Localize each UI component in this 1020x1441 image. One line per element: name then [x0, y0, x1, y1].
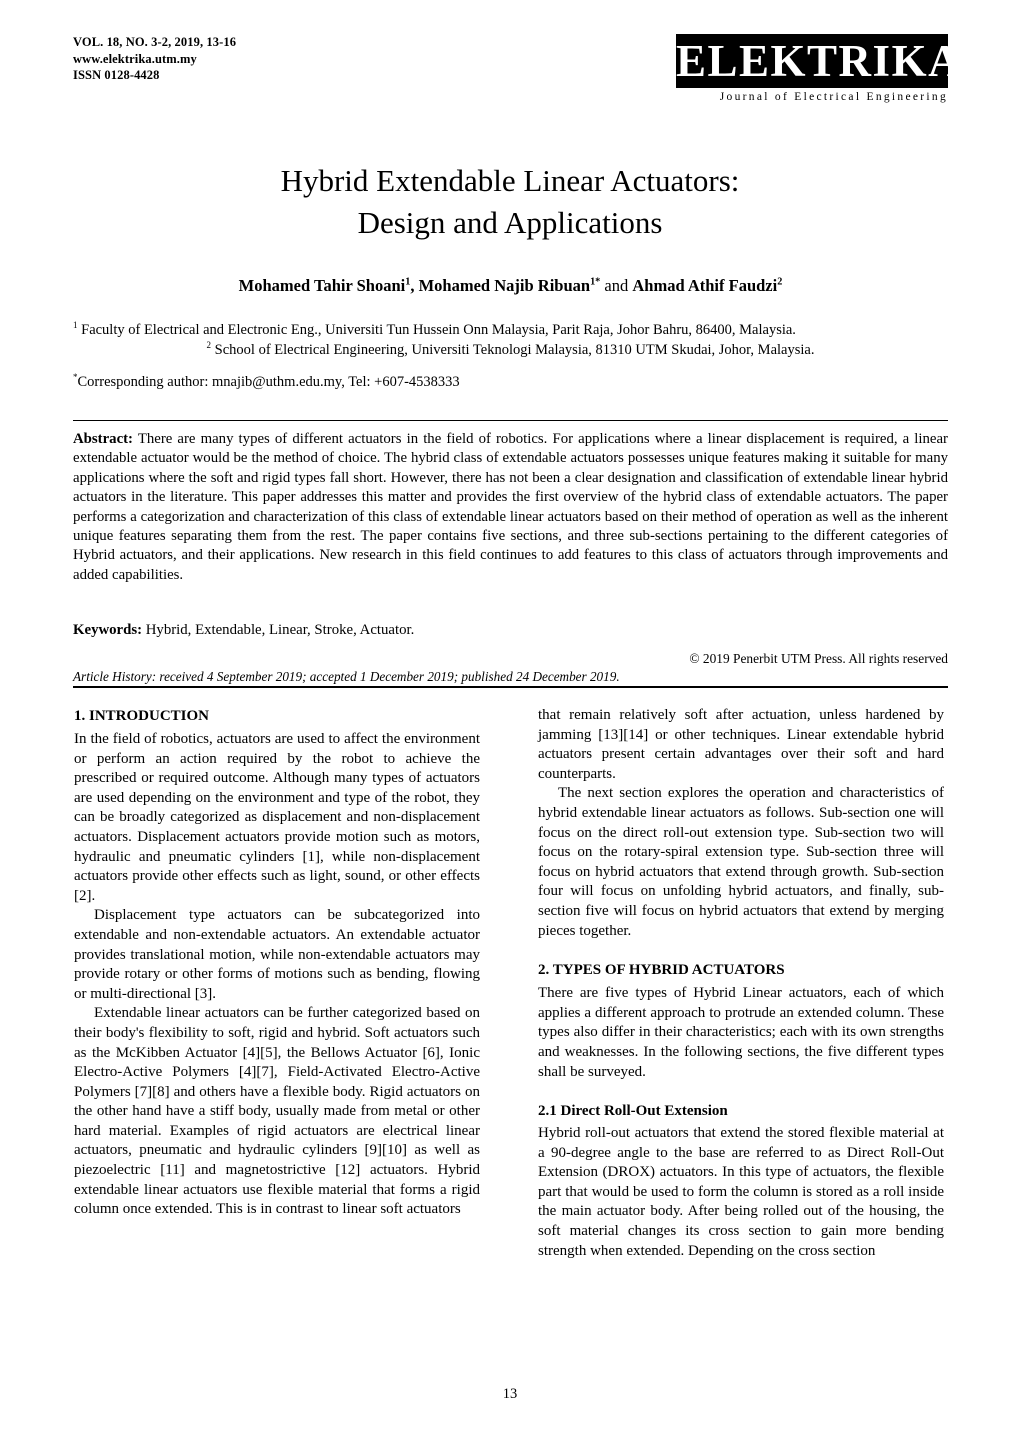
- abstract: [73, 430, 948, 585]
- author-separator-1: ,: [410, 276, 419, 295]
- heading-section-1: 1. INTRODUCTION: [74, 708, 210, 724]
- copyright-notice: © 2019 Penerbit UTM Press. All rights reserved: [689, 651, 948, 666]
- paragraph-section2-1: There are five types of Hybrid Linear actuators, each of which applies a different approach to protrude an extended column. These types also differ in their characteristics; each with its own strengths and weaknesses. In the following sections, the five different types shall be surveyed.: [538, 985, 944, 1080]
- affiliation-2: [73, 340, 948, 360]
- title-line-1: Hybrid Extendable Linear Actuators:: [280, 163, 740, 198]
- article-history: Article History: received 4 September 2019; accepted 1 December 2019; published 24 December 2019.: [73, 669, 620, 684]
- journal-website: www.elektrika.utm.my: [73, 51, 197, 66]
- paragraph-intro-1: In the field of robotics, actuators are used to affect the environment or perform an action required by the robot to achieve the prescribed or required outcome. Although many types of actuators are used depending on the environment and type of the robot, they can be broadly categorized as displacement and non-displacement actuators. Displacement actuators provide motion such as motors, hydraulic and pneumatic cylinders [1], while non-displacement actuators provide other effects such as light, sound, or other effects [2].: [74, 731, 480, 904]
- affiliation-1-superscript: 1: [73, 320, 78, 331]
- page-number: 13: [502, 1386, 518, 1402]
- paragraph-intro-2: Displacement type actuators can be subcategorized into extendable and non-extendable actuators. An extendable actuator provides translational motion, while non-extendable actuators may provide rotary or other forms of motions such as bending, flowing or multi-directional [3].: [74, 907, 480, 1002]
- journal-logo-wordmark: ELEKTRIKA: [676, 36, 963, 86]
- subsection-spacer: [538, 1082, 944, 1101]
- page-title: [120, 160, 900, 244]
- corresponding-author-superscript: *: [73, 372, 78, 383]
- author-1-superscript: 1: [405, 276, 411, 288]
- paragraph-intro-3-continued: that remain relatively soft after actuation, unless hardened by jamming [13][14] or other techniques. Linear extendable hybrid actuators present certain advantages over their soft and hard counterparts.: [538, 707, 944, 782]
- affiliation-2-superscript: 2: [206, 340, 212, 351]
- paragraph-intro-3: Extendable linear actuators can be further categorized based on their body's flexibility to soft, rigid and hybrid. Soft actuators such as the McKibben Actuator [4][5], the Bellows Actuator [6], Ionic Electro-Active Polymers [4][7], Field-Activated Electro-Active Polymers [7][8] and others have a flexible body. Rigid actuators on the other hand have a stiff body, usually made from metal or other hard material. Examples of rigid actuators are electrical linear actuators, pneumatic and hydraulic cylinders [9][10] as well as piezoelectric [11] and magnetostrictive [12] actuators. Hybrid extendable linear actuators use flexible material that forms a rigid column once extended. This is in contrast to linear soft actuators: [74, 1005, 480, 1218]
- affiliation-1: [73, 320, 948, 340]
- author-3-superscript: 2: [777, 276, 783, 288]
- section-spacer: [538, 941, 944, 960]
- author-2-superscript: 1*: [590, 276, 601, 288]
- corresponding-author: [73, 372, 948, 392]
- paragraph-subsection21-1: Hybrid roll-out actuators that extend the stored flexible material at a 90-degree angle to the base are referred to as Direct Roll-Out Extension (DROX) actuators. In this type of actuators, the flexible part that would be used to form the column is stored as a roll inside the main actuator body. After being rolled out of the housing, the soft material changes its cross section to gain more bending strength when extended. Depending on the cross section: [538, 1125, 944, 1259]
- author-2: Mohamed Najib Ribuan: [418, 276, 591, 295]
- volume-line: VOL. 18, NO. 3-2, 2019, 13-16: [73, 35, 237, 49]
- journal-logo: [676, 34, 963, 103]
- author-1: Mohamed Tahir Shoani: [238, 276, 406, 295]
- masthead: [73, 34, 963, 124]
- affiliation-1-text: Faculty of Electrical and Electronic Eng., Universiti Tun Hussein Onn Malaysia, Parit Raja, Johor Bahru, 86400, Malaysia.: [81, 322, 796, 338]
- journal-issue-info: [73, 34, 236, 84]
- corresponding-author-text[interactable]: Corresponding author: mnajib@uthm.edu.my, Tel: +607-4538333: [77, 374, 460, 390]
- paragraph-intro-4: The next section explores the operation and characteristics of hybrid extendable linear actuators as follows. Sub-section one will focus on the direct roll-out extension type. Sub-section two will focus on the rotary-spiral extension type. Sub-section three will focus on hybrid actuators that extend through growth. Sub-section four will focus on unfolding hybrid actuators, and finally, sub-section five will focus on hybrid actuators that extend by merging pieces together.: [538, 785, 944, 939]
- abstract-label: Abstract:: [73, 431, 133, 447]
- body-column-left: [74, 706, 480, 1220]
- affiliation-2-text: School of Electrical Engineering, Universiti Teknologi Malaysia, 81310 UTM Skudai, Johor, Malaysia.: [214, 342, 815, 358]
- author-conjunction: and: [600, 276, 633, 295]
- keywords-text: Hybrid, Extendable, Linear, Stroke, Actuator.: [142, 622, 415, 638]
- author-3: Ahmad Athif Faudzi: [632, 276, 778, 295]
- abstract-bottom-rule: [73, 686, 948, 688]
- author-list: [73, 276, 948, 296]
- keywords-label: Keywords:: [73, 622, 143, 638]
- journal-logo-subtitle: Journal of Electrical Engineering: [719, 91, 948, 103]
- journal-issn: ISSN 0128-4428: [73, 68, 160, 82]
- affiliations: [73, 320, 948, 392]
- title-line-2: Design and Applications: [357, 205, 663, 240]
- heading-subsection-2-1: 2.1 Direct Roll-Out Extension: [538, 1103, 728, 1120]
- body-column-right: [538, 706, 944, 1261]
- heading-section-2: 2. TYPES OF HYBRID ACTUATORS: [538, 962, 785, 979]
- abstract-top-rule: [73, 420, 948, 421]
- abstract-text: There are many types of different actuators in the field of robotics. For applications where a linear displacement is required, a linear extendable actuator would be the method of choice. The hybrid class of extendable actuators possesses unique features making it suitable for many applications where the soft and rigid types fall short. However, there has not been a clear designation and classification of extendable linear hybrid actuators in the literature. This paper addresses this matter and provides the first overview of the hybrid class of extendable actuators. The paper performs a categorization and characterization of this class of extendable linear actuators based on their method of operation as well as the inherent unique features separating them from the rest. The paper contains five sections, and three sub-sections pertaining to the different categories of Hybrid actuators, and their applications. New research in this field continues to add features to this class of actuators through improvements and added capabilities.: [73, 431, 948, 583]
- keywords: [73, 622, 948, 639]
